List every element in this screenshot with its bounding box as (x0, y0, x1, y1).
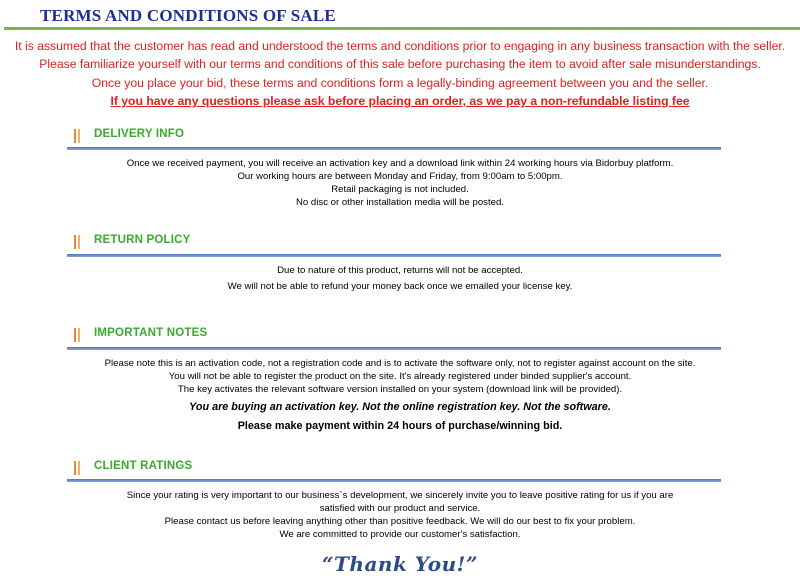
text-line: Since your rating is very important to our business`s development, we sincerely invite you to leave positive rating for us if you are (126, 490, 674, 501)
title-divider (4, 27, 800, 30)
section-divider (67, 479, 721, 482)
intro-line: Once you place your bid, these terms and conditions form a legally-binding agreement between you and the seller. (91, 75, 709, 90)
section-body-return (0, 264, 800, 293)
text-line: Please contact us before leaving anything other than positive feedback. We will do our best to fix your problem. (164, 516, 636, 527)
section-divider (67, 147, 721, 150)
text-line: The key activates the relevant software version installed on your system (download link will be provided). (177, 384, 623, 395)
section-bullet-icon (74, 129, 81, 143)
page-title: TERMS AND CONDITIONS OF SALE (40, 6, 336, 25)
section-divider (67, 347, 721, 350)
text-line: Our working hours are between Monday and Friday, from 9:00am to 5:00pm. (237, 171, 563, 182)
text-line: Retail packaging is not included. (331, 184, 469, 195)
intro-block (0, 37, 800, 110)
text-line: We will not be able to refund your money back once we emailed your license key. (227, 281, 573, 292)
section-body-ratings (0, 489, 800, 541)
emphasis-line: You are buying an activation key. Not the online registration key. Not the software. (189, 401, 611, 413)
section-bullet-icon (74, 461, 81, 475)
section-divider (67, 254, 721, 257)
intro-warning: If you have any questions please ask before placing an order, as we pay a non-refundable listing fee (110, 93, 690, 108)
text-line: We are committed to provide our customer's satisfaction. (279, 529, 521, 540)
text-line: satisfied with our product and service. (319, 503, 481, 514)
section-bullet-icon (74, 235, 81, 249)
thank-you-signature: “Thank You!” (322, 552, 478, 576)
text-line: Due to nature of this product, returns will not be accepted. (277, 265, 523, 276)
text-line: You will not be able to register the product on the site. It's already registered under binded supplier's account. (168, 371, 632, 382)
text-line: Please note this is an activation code, not a registration code and is to activate the software only, not to register against account on the site. (104, 358, 696, 369)
section-title: IMPORTANT NOTES (94, 327, 208, 339)
intro-line: It is assumed that the customer has read and understood the terms and conditions prior to engaging in any business transaction with the seller. (14, 39, 786, 53)
section-body-notes (0, 357, 800, 433)
section-title: DELIVERY INFO (94, 128, 185, 140)
text-line: No disc or other installation media will be posted. (296, 197, 504, 208)
intro-line: Please familiarize yourself with our terms and conditions of this sale before purchasing the item to avoid after sale misunderstandings. (39, 57, 761, 72)
section-title: CLIENT RATINGS (94, 460, 193, 472)
text-line: Once we received payment, you will receive an activation key and a download link within 24 working hours via Bidorbuy platform. (126, 158, 674, 169)
payment-note: Please make payment within 24 hours of purchase/winning bid. (237, 420, 563, 432)
section-body-delivery (0, 157, 800, 209)
section-bullet-icon (74, 328, 81, 342)
section-title: RETURN POLICY (94, 234, 191, 246)
